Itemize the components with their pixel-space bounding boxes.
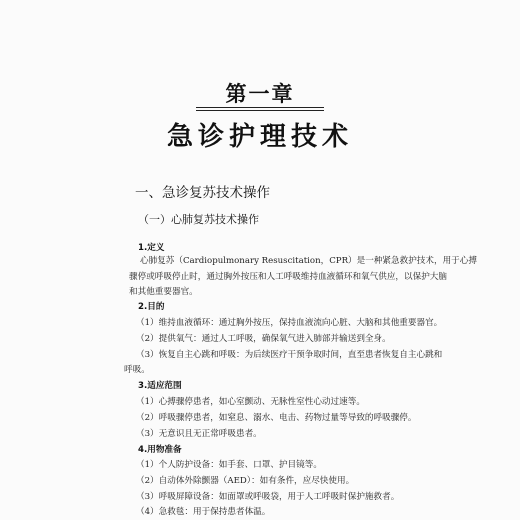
- items-heading: 4.用物准备: [138, 445, 182, 455]
- definition-line: 心肺复苏（Cardiopulmonary Resuscitation，CPR）是一种紧急救护技术，用于心搏: [140, 256, 477, 266]
- chapter-title: 急诊护理技术: [166, 122, 353, 152]
- chapter-divider-top: [196, 107, 324, 108]
- scope-line: （1）心搏骤停患者，如心室颤动、无脉性室性心动过速等。: [136, 397, 365, 407]
- chapter-divider-bottom: [196, 110, 324, 111]
- purpose-line: （3）恢复自主心跳和呼吸：为后续医疗干预争取时间，直至患者恢复自主心跳和: [136, 350, 443, 360]
- chapter-number: 第一章: [225, 81, 295, 106]
- definition-heading: 1.定义: [138, 243, 165, 253]
- purpose-line: 呼吸。: [124, 365, 150, 375]
- subsection-heading: （一）心肺复苏技术操作: [138, 213, 259, 226]
- scope-line: （2）呼吸骤停患者，如窒息、溺水、电击、药物过量等导致的呼吸骤停。: [136, 413, 417, 423]
- definition-line: 和其他重要器官。: [129, 287, 198, 297]
- purpose-line: （2）提供氧气：通过人工呼吸，确保氧气进入肺部并输送到全身。: [136, 334, 391, 344]
- scope-heading: 3.适应范围: [138, 381, 182, 391]
- scope-line: （3）无意识且无正常呼吸患者。: [136, 429, 262, 439]
- items-line: （2）自动体外除颤器（AED）：如有条件，应尽快使用。: [136, 476, 355, 486]
- section-heading: 一、急诊复苏技术操作: [135, 185, 270, 201]
- definition-line: 骤停或呼吸停止时，通过胸外按压和人工呼吸维持血液循环和氧气供应，以保护大脑: [129, 272, 447, 282]
- items-line: （1）个人防护设备：如手套、口罩、护目镜等。: [136, 460, 322, 470]
- items-line: （4）急救毯：用于保持患者体温。: [136, 507, 271, 517]
- purpose-heading: 2.目的: [138, 302, 165, 312]
- purpose-line: （1）维持血液循环：通过胸外按压，保持血液流向心脏、大脑和其他重要器官。: [136, 318, 443, 328]
- items-line: （3）呼吸屏障设备：如面罩或呼吸袋，用于人工呼吸时保护施救者。: [136, 492, 400, 502]
